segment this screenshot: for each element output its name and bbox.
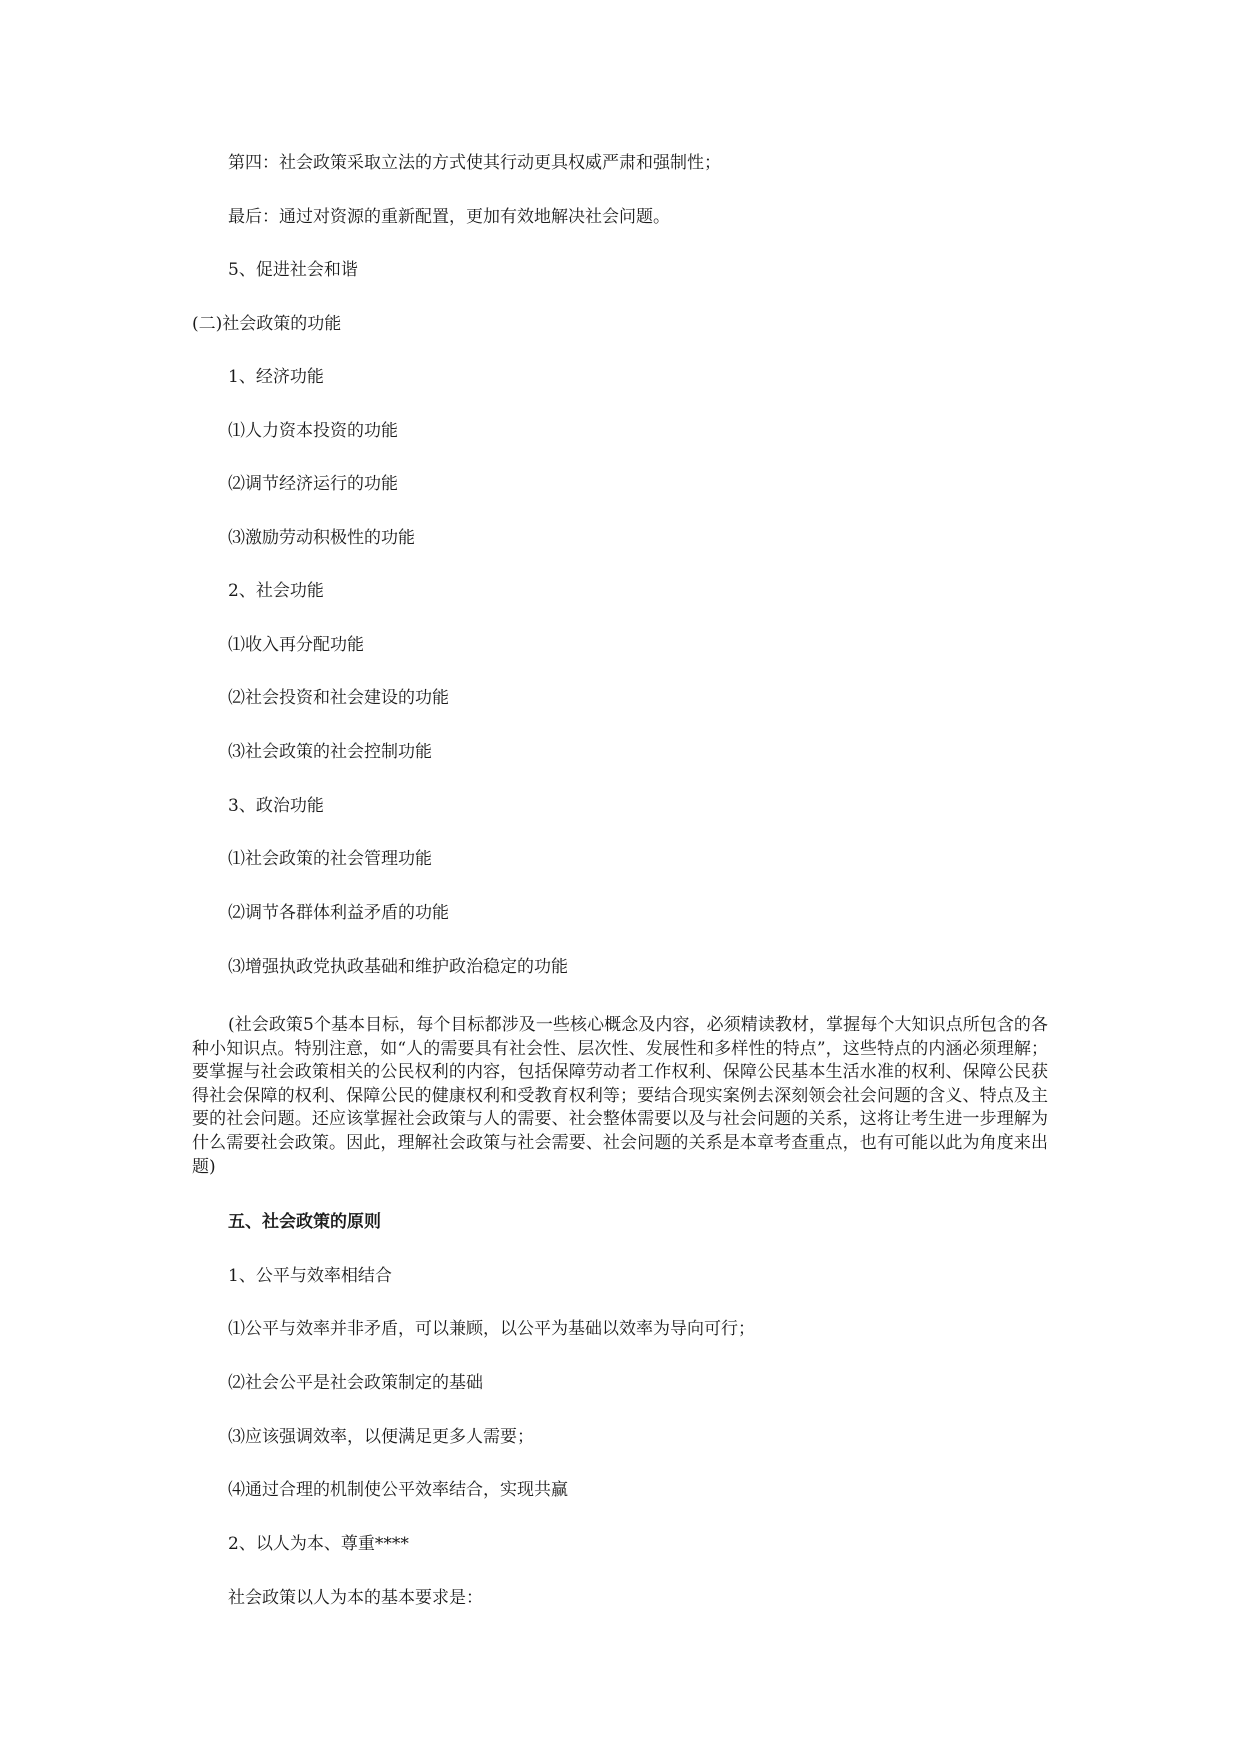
text-line: 社会政策以人为本的基本要求是： [228,1588,483,1608]
text-line: 5、促进社会和谐 [228,260,358,280]
list-item: ⑴人力资本投资的功能 [228,421,398,441]
list-item: ⑴公平与效率并非矛盾，可以兼顾，以公平为基础以效率为导向可行； [228,1319,755,1339]
list-item: ⑷通过合理的机制使公平效率结合，实现共赢 [228,1480,568,1500]
text-line: 第四：社会政策采取立法的方式使其行动更具权威严肃和强制性； [228,153,721,173]
text-line: 1、公平与效率相结合 [228,1266,392,1286]
text-line: 2、以人为本、尊重**** [228,1534,409,1554]
list-item: ⑵调节各群体利益矛盾的功能 [228,903,449,923]
section-heading: 五、社会政策的原则 [228,1212,381,1232]
text-line: 1、经济功能 [228,367,324,387]
list-item: ⑴社会政策的社会管理功能 [228,849,432,869]
text-line: 2、社会功能 [228,581,324,601]
list-item: ⑵社会公平是社会政策制定的基础 [228,1373,483,1393]
text-line: 3、政治功能 [228,796,324,816]
list-item: ⑶应该强调效率，以便满足更多人需要； [228,1427,534,1447]
list-item: ⑶激励劳动积极性的功能 [228,528,415,548]
list-item: ⑶增强执政党执政基础和维护政治稳定的功能 [228,957,568,977]
list-item: ⑶社会政策的社会控制功能 [228,742,432,762]
note-paragraph: (社会政策5个基本目标，每个目标都涉及一些核心概念及内容，必须精读教材，掌握每个大知识点所包含的各种小知识点。特别注意，如“人的需要具有社会性、层次性、发展性和多样性的特点”，这些特点的内涵必须理解；要掌握与社会政策相关的公民权利的内容，包括保障劳动者工作权利、保障公民基本生活水准的权利、保障公民获得社会保障的权利、保障公民的健康权利和受教育权利等；要结合现实案例去深刻领会社会问题的含义、特点及主要的社会问题。还应该掌握社会政策与人的需要、社会整体需要以及与社会问题的关系，这将让考生进一步理解为什么需要社会政策。因此，理解社会政策与社会需要、社会问题的关系是本章考查重点，也有可能以此为角度来出题) [192,1015,1048,1177]
text-line: 最后：通过对资源的重新配置，更加有效地解决社会问题。 [228,207,670,227]
section-subheading: (二)社会政策的功能 [192,314,342,334]
list-item: ⑵调节经济运行的功能 [228,474,398,494]
list-item: ⑵社会投资和社会建设的功能 [228,688,449,708]
list-item: ⑴收入再分配功能 [228,635,364,655]
